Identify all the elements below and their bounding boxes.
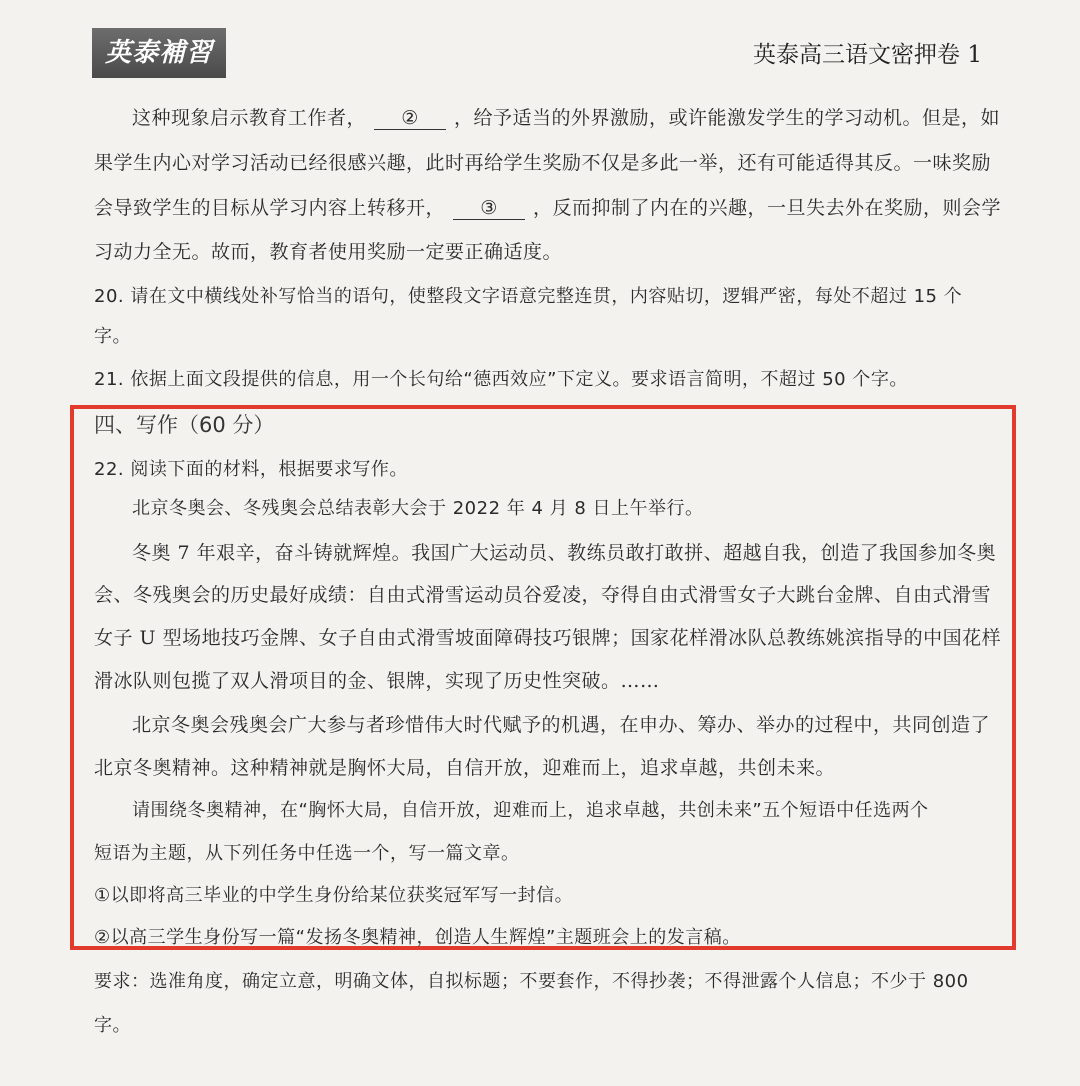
question-20-line-1: 20. 请在文中横线处补写恰当的语句，使整段文字语意完整连贯，内容贴切，逻辑严密，每处不超过 15 个 [94,286,963,307]
material-paragraph-3-line-1: 北京冬奥会残奥会广大参与者珍惜伟大时代赋予的机遇，在申办、筹办、举办的过程中，共同创造了 [132,714,991,736]
fill-blank-3: ③ [453,197,525,220]
exam-title: 英泰高三语文密押卷 1 [753,42,982,68]
instruction-line-2: 短语为主题，从下列任务中任选一个，写一篇文章。 [94,843,520,864]
task-option-2: ②以高三学生身份写一篇“发扬冬奥精神，创造人生辉煌”主题班会上的发言稿。 [94,927,741,948]
material-paragraph-2-line-1: 冬奥 7 年艰辛，奋斗铸就辉煌。我国广大运动员、教练员敢打敢拼、超越自我，创造了我国参加冬奥 [132,542,997,564]
requirements-line-2: 字。 [94,1015,131,1036]
question-21: 21. 依据上面文段提供的信息，用一个长句给“德西效应”下定义。要求语言简明，不超过 50 个字。 [94,369,908,390]
passage-text: ，反而抑制了内在的兴趣，一旦失去外在奖励，则会学 [533,197,1002,219]
passage-line-1 [132,106,1032,130]
brand-logo [92,28,226,78]
requirements-line-1: 要求：选准角度，确定立意，明确文体，自拟标题；不要套作，不得抄袭；不得泄露个人信息；不少于 800 [94,971,969,992]
question-20-line-2: 字。 [94,326,131,347]
material-paragraph-1: 北京冬奥会、冬残奥会总结表彰大会于 2022 年 4 月 8 日上午举行。 [132,498,704,519]
material-paragraph-2-line-3: 女子 U 型场地技巧金牌、女子自由式滑雪坡面障碍技巧银牌；国家花样滑冰队总教练姚滨指导的中国花样 [94,627,1002,649]
instruction-line-1: 请围绕冬奥精神，在“胸怀大局，自信开放，迎难而上，追求卓越，共创未来”五个短语中任选两个 [132,800,929,821]
passage-line-3 [94,196,1002,220]
material-paragraph-2-line-4: 滑冰队则包揽了双人滑项目的金、银牌，实现了历史性突破。…… [94,670,660,692]
material-paragraph-3-line-2: 北京冬奥精神。这种精神就是胸怀大局，自信开放，迎难而上，追求卓越，共创未来。 [94,757,836,779]
fill-blank-2: ② [374,107,446,130]
section-title-writing: 四、写作（60 分） [94,413,275,437]
passage-text: ，给予适当的外界激励，或许能激发学生的学习动机。但是，如 [454,107,1001,129]
passage-text: 会导致学生的目标从学习内容上转移开， [94,197,446,219]
passage-text: 这种现象启示教育工作者， [132,107,367,129]
material-paragraph-2-line-2: 会、冬残奥会的历史最好成绩：自由式滑雪运动员谷爱凌，夺得自由式滑雪女子大跳台金牌、自由式滑雪 [94,584,992,606]
logo-text: 英泰補習 [104,38,213,68]
question-22: 22. 阅读下面的材料，根据要求写作。 [94,459,408,480]
passage-line-4: 习动力全无。故而，教育者使用奖励一定要正确适度。 [94,241,563,263]
passage-line-2: 果学生内心对学习活动已经很感兴趣，此时再给学生奖励不仅是多此一举，还有可能适得其反。一味奖励 [94,152,992,174]
task-option-1: ①以即将高三毕业的中学生身份给某位获奖冠军写一封信。 [94,885,574,906]
